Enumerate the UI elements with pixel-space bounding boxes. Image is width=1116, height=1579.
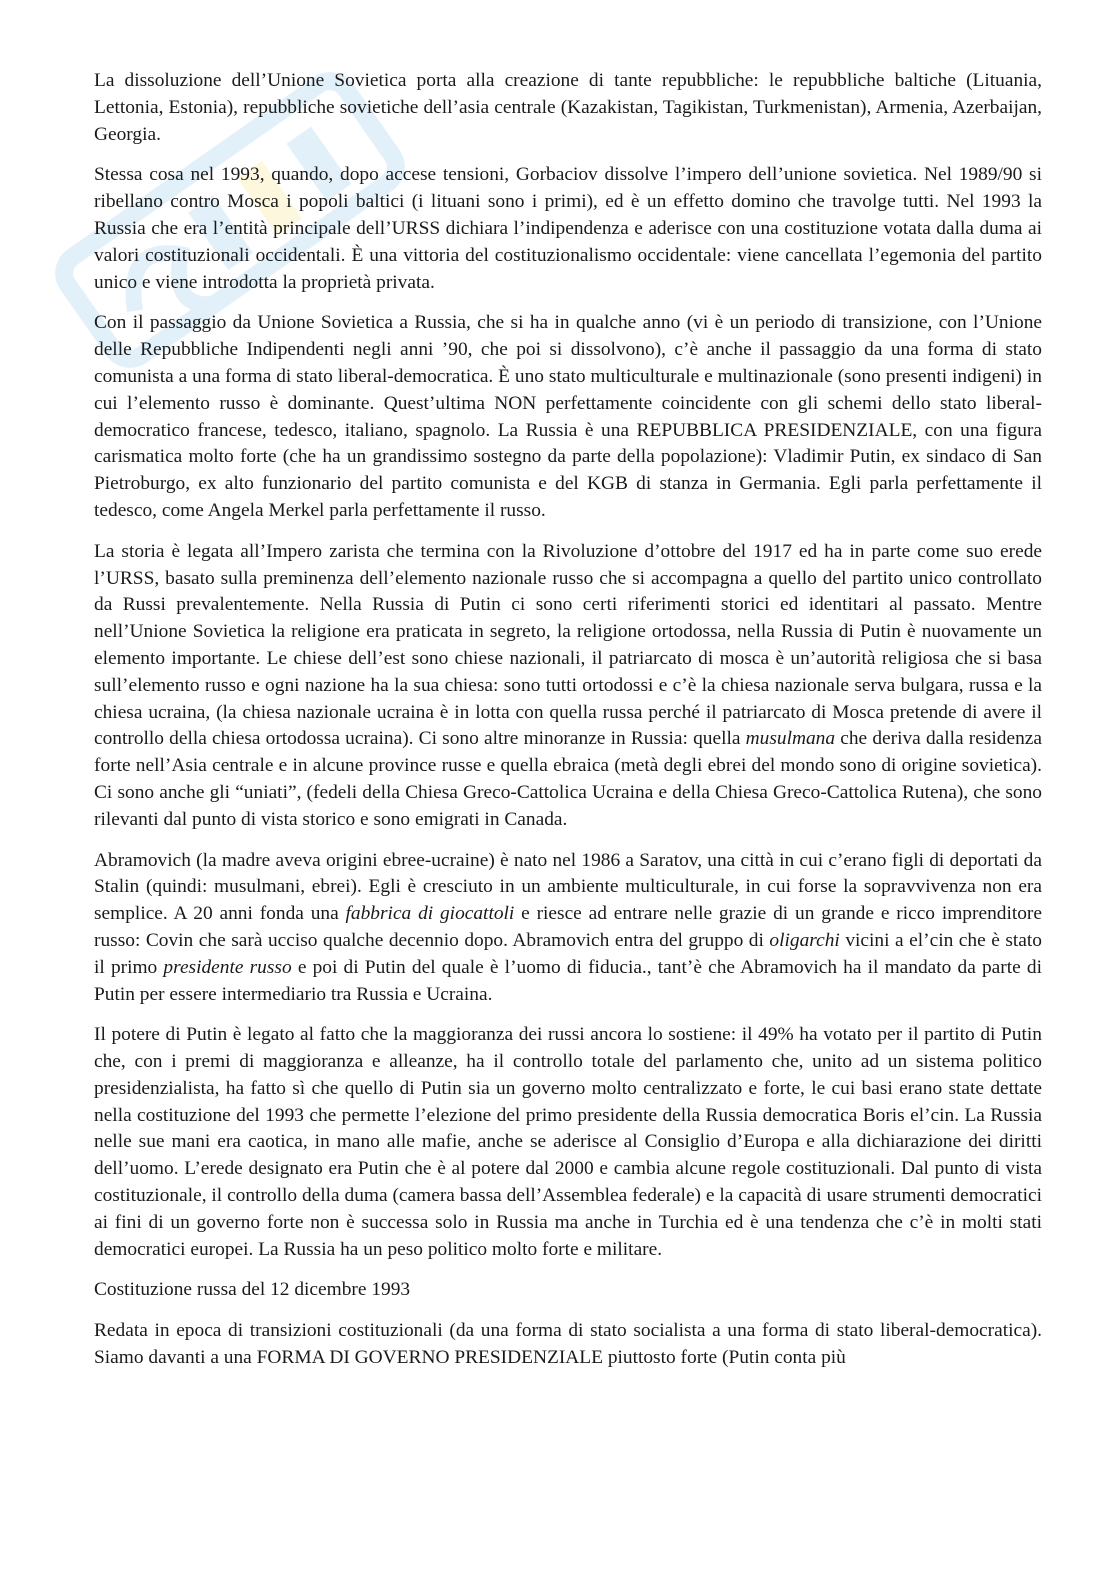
document-page: [94, 68, 1042, 1386]
text-run: La dissoluzione dell’Unione Sovietica porta alla creazione di tante repubbliche: le repubbliche baltiche (Lituania, Lettonia, Estonia), repubbliche sovietiche dell’asia centrale (Kazakistan, Tagikistan, Turkmenistan), Armenia, Azerbaijan, Georgia.: [94, 70, 1042, 145]
text-run: Redata in epoca di transizioni costituzionali (da una forma di stato socialista a una forma di stato liberal-democratica). Siamo davanti a una FORMA DI GOVERNO PRESIDENZIALE piuttosto forte (Putin conta più: [94, 1320, 1042, 1369]
paragraph: [94, 539, 1042, 834]
italic-text: fabbrica di giocattoli: [345, 903, 515, 925]
text-run: Stessa cosa nel 1993, quando, dopo accese tensioni, Gorbaciov dissolve l’impero dell’unione sovietica. Nel 1989/90 si ribellano contro Mosca i popoli baltici (i lituani sono i primi), ed è un effetto domino che travolge tutti. Nel 1993 la Russia che era l’entità principale dell’URSS dichiara l’indipendenza e aderisce con una costituzione votata dalla duma ai valori costituzionali occidentali. È una vittoria del costituzionalismo occidentale: viene cancellata l’egemonia del partito unico e viene introdotta la proprietà privata.: [94, 164, 1042, 293]
text-run: La storia è legata all’Impero zarista che termina con la Rivoluzione d’ottobre del 1917 ed ha in parte come suo erede l’URSS, basato sulla preminenza dell’elemento nazionale russo che si accompagna a quello del partito unico controllato da Russi prevalentemente. Nella Russia di Putin ci sono certi riferimenti storici ed identitari al passato. Mentre nell’Unione Sovietica la religione era praticata in segreto, la religione ortodossa, nella Russia di Putin è nuovamente un elemento importante. Le chiese dell’est sono chiese nazionali, il patriarcato di mosca è un’autorità religiosa che si basa sull’elemento russo e ogni nazione ha la sua chiesa: sono tutti ortodossi e c’è la chiesa nazionale serva bulgara, russa e la chiesa ucraina, (la chiesa nazionale ucraina è in lotta con quella russa perché il patriarcato di Mosca pretende di avere il controllo della chiesa ortodossa ucraina). Ci sono altre minoranze in Russia: quella: [94, 540, 1042, 750]
paragraph: [94, 162, 1042, 296]
text-run: e poi di Putin del quale è l’uomo di fiducia., tant’è che Abramovich ha il mandato da parte di Putin per essere intermediario tra Russia e Ucraina.: [94, 956, 1042, 1005]
paragraph: [94, 68, 1042, 148]
text-run: Abramovich (la madre aveva origini ebree-ucraine) è nato nel 1986 a Saratov, una città in cui c’erano figli di deportati da Stalin (quindi: musulmani, ebrei). Egli è cresciuto in un ambiente multiculturale, in cui forse la sopravvivenza non era semplice. A 20 anni fonda una: [94, 849, 1042, 925]
italic-text: musulmana: [745, 728, 836, 750]
text-run: che deriva dalla residenza forte nell’Asia centrale e in alcune province russe e quella ebraica (metà degli ebrei del mondo sono di origine sovietica). Ci sono anche gli “uniati”, (fedeli della Chiesa Greco-Cattolica Ucraina e della Chiesa Greco-Cattolica Rutena), che sono rilevanti dal punto di vista storico e sono emigrati in Canada.: [94, 728, 1043, 830]
text-run: vicini a el’cin che è stato il primo: [94, 929, 1042, 978]
text-run: e riesce ad entrare nelle grazie di un grande e ricco imprenditore russo: Covin che sarà ucciso qualche decennio dopo. Abramovich entra del gruppo di: [94, 903, 1042, 951]
text-run: Il potere di Putin è legato al fatto che la maggioranza dei russi ancora lo sostiene: il 49% ha votato per il partito di Putin che, con i premi di maggioranza e alleanze, ha il controllo totale del parlamento che, unito ad un sistema politico presidenzialista, ha fatto sì che quello di Putin sia un governo molto centralizzato e forte, le cui basi erano state dettate nella costituzione del 1993 che permette l’elezione del primo presidente della Russia democratica Boris el’cin. La Russia nelle sue mani era caotica, in mano alle mafie, anche se aderisce al Consiglio d’Europa e alla dichiarazione dei diritti dell’uomo. L’erede designato era Putin che è al potere dal 2000 e cambia alcune regole costituzionali. Dal punto di vista costituzionale, il controllo della duma (camera bassa dell’Assemblea federale) e la capacità di usare strumenti democratici ai fini di un governo forte non è successa solo in Russia ma anche in Turchia ed è una tendenza che c’è in molti stati democratici europei. La Russia ha un peso politico molto forte e militare.: [94, 1024, 1042, 1260]
text-run: Costituzione russa del 12 dicembre 1993: [94, 1279, 411, 1301]
text-run: Con il passaggio da Unione Sovietica a Russia, che si ha in qualche anno (vi è un periodo di transizione, con l’Unione delle Repubbliche Indipendenti negli anni ’90, che poi si dissolvono), c’è anche il passaggio da una forma di stato comunista a una forma di stato liberal-democratica. È uno stato multiculturale e multinazionale (sono presenti indigeni) in cui l’elemento russo è dominante. Quest’ultima NON perfettamente coincidente con gli schemi dello stato liberal-democratico francese, tedesco, italiano, spagnolo. La Russia è una REPUBBLICA PRESIDENZIALE, con una figura carismatica molto forte (che ha un grandissimo sostegno da parte della popolazione): Vladimir Putin, ex sindaco di San Pietroburgo, ex alto funzionario del partito comunista e del KGB di stanza in Germania. Egli parla perfettamente il tedesco, come Angela Merkel parla perfettamente il russo.: [94, 312, 1042, 521]
italic-text: oligarchi: [769, 929, 840, 951]
paragraph: [94, 310, 1042, 524]
paragraph: [94, 1318, 1042, 1372]
paragraph: [94, 1022, 1042, 1263]
paragraph: [94, 1277, 1042, 1304]
italic-text: presidente russo: [163, 956, 292, 978]
paragraph: [94, 848, 1042, 1009]
